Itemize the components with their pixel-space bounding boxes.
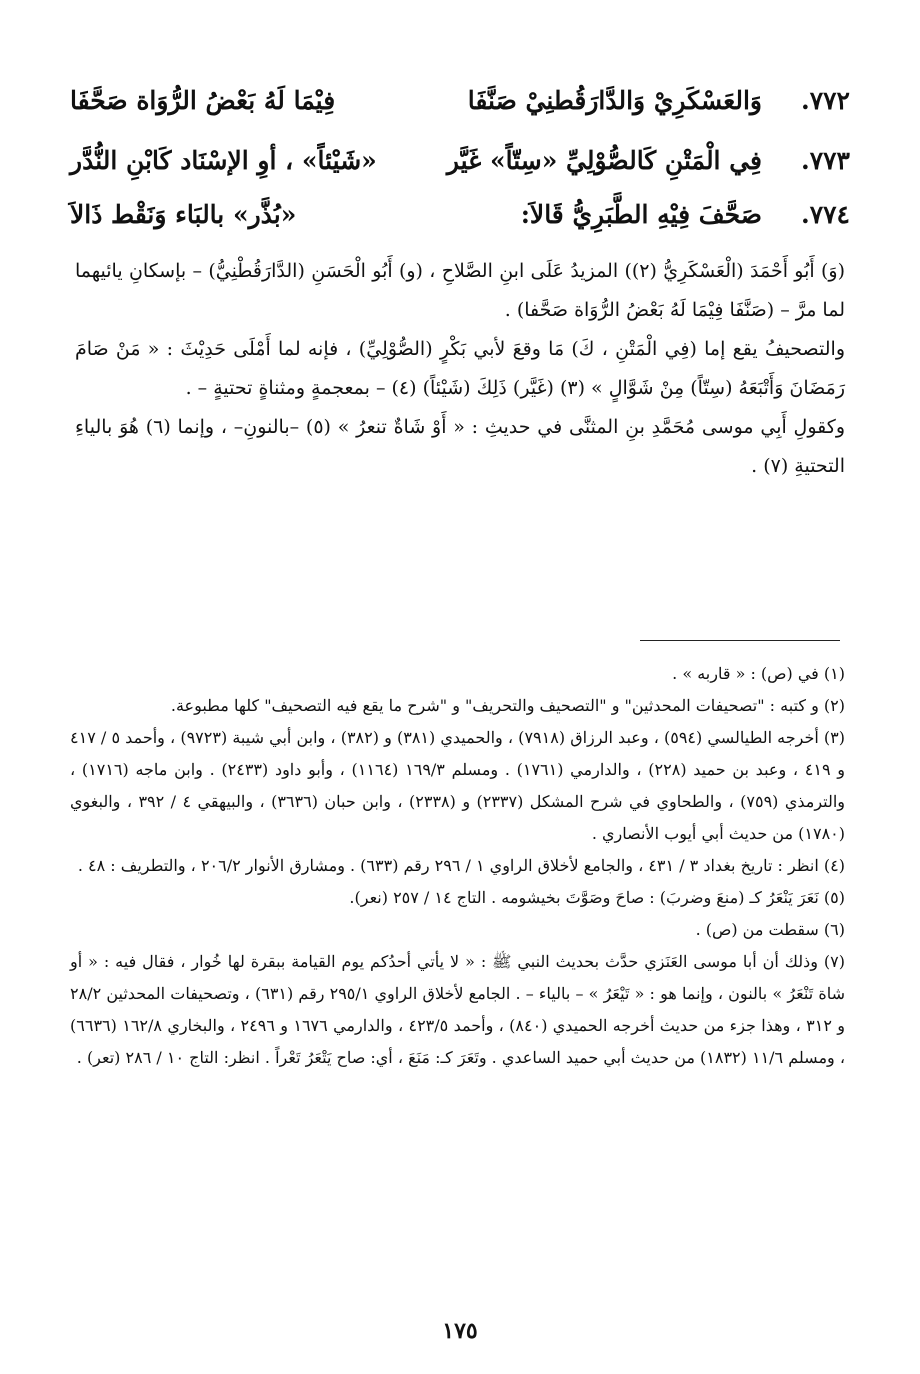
- footnote: (٦) سقطت من (ص) .: [695, 920, 845, 939]
- verse-772: [70, 86, 850, 115]
- verse-number: ٧٧٣.: [800, 146, 850, 175]
- commentary-paragraph: (وَ) أَبُو أَحْمَدَ (الْعَسْكَرِيُّ (٢)) المزيدُ عَلَى ابنِ الصَّلاحِ ، (و) أَبُو الْحَسَنِ (الدَّارَقُطْنِيُّ) – بإسكانِ يائيهما لما مرَّ – (صَنَّفَا فِيْمَا لَهُ بَعْضُ الرُّوَاة صَحَّفا) .: [75, 260, 845, 321]
- verse-number: ٧٧٤.: [800, 200, 850, 229]
- footnotes: [70, 658, 845, 1074]
- verse-second-hemistich: فِيْمَا لَهُ بَعْضُ الرُّوَاة صَحَّفَا: [70, 86, 336, 115]
- verse-first-hemistich: فِي الْمَتْنِ كَالصُّوْلِيِّ «سِتّاً» غَيَّر: [446, 146, 762, 175]
- verse-first-hemistich: وَالعَسْكَرِيْ وَالدَّارَقُطنِيْ صَنَّفَا: [467, 86, 762, 115]
- verse-774: [70, 200, 850, 229]
- footnote-divider: [640, 640, 840, 641]
- commentary: [75, 252, 845, 486]
- commentary-paragraph: وكقولِ أَبِي موسى مُحَمَّدِ بنِ المثنَّى في حديثِ : « أَوْ شَاةٌ تنعرُ » (٥) –بالنونِ– ، وإنما (٦) هُوَ بالياءِ التحتيةِ (٧) .: [75, 416, 846, 477]
- commentary-paragraph: والتصحيفُ يقع إما (فِي الْمَتْنِ ، كَ) مَا وقعَ لأبي بَكْرٍ (الصُّوْلِيِّ) ، فإنه لما أَمْلَى حَدِيْثَ : « مَنْ صَامَ رَمَضَانَ وَأَتْبَعَهُ (سِتّاً) مِنْ شَوَّالٍ » (٣) (غَيَّر) ذَلِكَ (شَيْئاً) (٤) – بمعجمةٍ ومثناةٍ تحتيةٍ – .: [75, 338, 845, 399]
- verse-773: [70, 146, 850, 175]
- verse-first-hemistich: صَحَّفَ فِيْهِ الطَّبَرِيُّ قَالاَ:: [520, 200, 762, 229]
- verse-second-hemistich: «بُذَّر» بالبَاء وَنَقْط ذَالاَ: [70, 200, 297, 229]
- footnote: (٢) و كتبه : "تصحيفات المحدثين" و "التصحيف والتحريف" و "شرح ما يقع فيه التصحيف" كلها مطبوعة.: [170, 696, 845, 715]
- verse-number: ٧٧٢.: [800, 86, 850, 115]
- verse-second-hemistich: «شَيْئاً» ، أوِ الإسْنَاد كَابْنِ النُّدَّر: [70, 146, 377, 175]
- footnote: (٤) انظر : تاريخ بغداد ٣ / ٤٣١ ، والجامع لأخلاق الراوي ١ / ٢٩٦ رقم (٦٣٣) . ومشارق الأنوار ٢٠٦/٢ ، والتطريف : ٤٨ .: [77, 856, 845, 875]
- footnote: (١) في (ص) : « قاربه » .: [672, 664, 845, 683]
- footnote: (٥) نَعَرَ يَنْعَرُ كـ (منعَ وضربَ) : صاحَ وصَوَّتَ بخيشومه . التاج ١٤ / ٢٥٧ (نعر).: [349, 888, 845, 907]
- footnote: (٣) أخرجه الطيالسي (٥٩٤) ، وعبد الرزاق (٧٩١٨) ، والحميدي (٣٨١) و (٣٨٢) ، وابن أبي شيبة (٩٧٢٣) ، وأحمد ٥ / ٤١٧ و ٤١٩ ، وعبد بن حميد (٢٢٨) ، والدارمي (١٧٦١) . ومسلم ١٦٩/٣ (١١٦٤) ، وأبو داود (٢٤٣٣) . وابن ماجه (١٧١٦) ، والترمذي (٧٥٩) ، والطحاوي في شرح المشكل (٢٣٣٧) و (٢٣٣٨) ، وابن حبان (٣٦٣٦) ، والبيهقي ٤ / ٣٩٢ ، والبغوي (١٧٨٠) من حديث أبي أيوب الأنصاري .: [70, 728, 846, 843]
- footnote: (٧) وذلك أن أبا موسى العَنَزي حدَّث بحديث النبي ﷺ : « لا يأتي أحدُكم يوم القيامة ببقرة لها خُوار ، فقال فيه : « أو شاة تَنْعَرُ » بالنون ، وإنما هو : « تَيْعَرُ » – بالياء – . الجامع لأخلاق الراوي ٢٩٥/١ رقم (٦٣١) ، وتصحيفات المحدثين ٢٨/٢ و ٣١٢ ، وهذا جزء من حديث أخرجه الحميدي (٨٤٠) ، وأحمد ٤٢٣/٥ ، والدارمي ١٦٧٦ و ٢٤٩٦ ، والبخاري ١٦٢/٨ (٦٦٣٦) ، ومسلم ١١/٦ (١٨٣٢) من حديث أبي حميد الساعدي . وتَعَرَ كـ: مَنَعَ ، أي: صاح يَتْعَرُ تَعْراً . انظر: التاج ١٠ / ٢٨٦ (تعر) .: [70, 952, 846, 1067]
- page-number: ١٧٥: [442, 1318, 478, 1344]
